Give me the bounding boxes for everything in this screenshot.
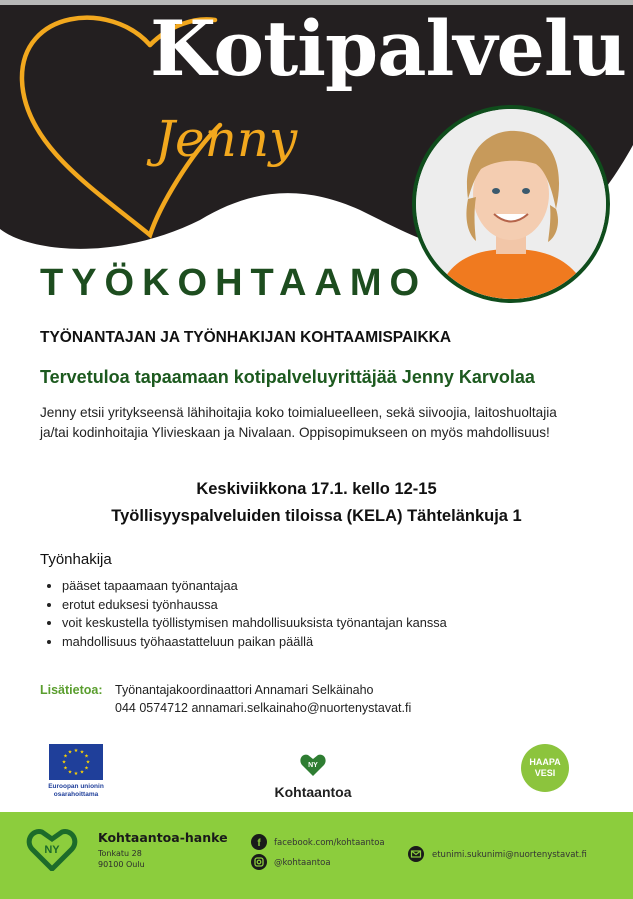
svg-text:★: ★: [67, 769, 73, 776]
instagram-icon[interactable]: [251, 854, 267, 870]
svg-text:★: ★: [85, 759, 91, 766]
welcome-heading: Tervetuloa tapaamaan kotipalveluyrittäjää Jenny Karvolaa: [40, 367, 535, 387]
subheadline: TYÖNANTAJAN JA TYÖNHAKIJAN KOHTAAMISPAIKKA: [40, 329, 452, 346]
facebook-link[interactable]: facebook.com/kohtaantoa: [274, 838, 385, 848]
event-location: Työllisyyspalveluiden tiloissa (KELA) Tähtelänkuja 1: [111, 507, 522, 525]
svg-text:NY: NY: [308, 762, 318, 769]
eu-logo: [48, 744, 104, 799]
kohtaantoa-logo: [268, 752, 358, 800]
ny-heart-icon: [299, 752, 327, 778]
svg-text:★: ★: [63, 765, 68, 772]
email-link[interactable]: etunimi.sukunimi@nuortenystavat.fi: [432, 850, 587, 860]
svg-text:★: ★: [84, 753, 89, 760]
project-name: Kohtaantoa-hanke: [98, 830, 228, 845]
portrait-photo: [412, 105, 610, 303]
eu-flag-icon: [49, 744, 103, 780]
svg-text:★: ★: [84, 765, 89, 772]
svg-text:NY: NY: [44, 844, 60, 856]
contact-details[interactable]: 044 0574712 annamari.selkainaho@nuortenystavat.fi: [115, 701, 412, 715]
list-item: • voit keskustella työllistymisen mahdollisuuksista työnantajan kanssa: [62, 614, 447, 633]
svg-text:★: ★: [67, 749, 73, 756]
svg-text:f: f: [257, 838, 261, 849]
svg-text:★: ★: [73, 771, 79, 777]
footer: [0, 812, 633, 899]
jobseeker-heading: Työnhakija: [40, 551, 112, 568]
eu-caption: Euroopan unionin osarahoittama: [48, 783, 104, 798]
list-item: • erotut eduksesi työnhaussa: [62, 596, 447, 615]
brand-subtitle: Jenny: [155, 110, 298, 168]
haapavesi-logo: HAAPA VESI: [521, 744, 569, 792]
svg-text:★: ★: [63, 753, 68, 760]
svg-text:★: ★: [73, 748, 79, 754]
svg-text:★: ★: [79, 749, 85, 756]
ny-logo-icon: [26, 827, 78, 871]
instagram-link[interactable]: @kohtaantoa: [274, 858, 331, 868]
kohtaantoa-text: Kohtaantoa: [274, 784, 352, 800]
email-icon[interactable]: [408, 846, 424, 862]
brand-title: Kotipalvelu: [150, 4, 626, 93]
list-item: • pääset tapaamaan työnantajaa: [62, 577, 447, 596]
list-item: • mahdollisuus työhaastatteluun paikan päällä: [62, 633, 447, 652]
facebook-icon[interactable]: [251, 834, 267, 850]
headline: TYÖKOHTAAMO: [40, 262, 428, 304]
event-time: Keskiviikkona 17.1. kello 12-15: [196, 480, 437, 498]
svg-text:★: ★: [61, 759, 67, 766]
info-label: Lisätietoa:: [40, 683, 103, 697]
benefits-list: [40, 577, 447, 651]
contact-name: Työnantajakoordinaattori Annamari Selkäinaho: [115, 683, 374, 697]
project-address: Tonkatu 28 90100 Oulu: [98, 849, 145, 869]
svg-text:★: ★: [79, 769, 85, 776]
intro-paragraph: Jenny etsii yritykseensä lähihoitajia koko toimialueelleen, sekä siivoojia, laitoshuoltajia ja/tai kodinhoitajia Ylivieskaan ja Nivalaan. Oppisopimukseen on myös mahdollisuus!: [40, 405, 557, 440]
